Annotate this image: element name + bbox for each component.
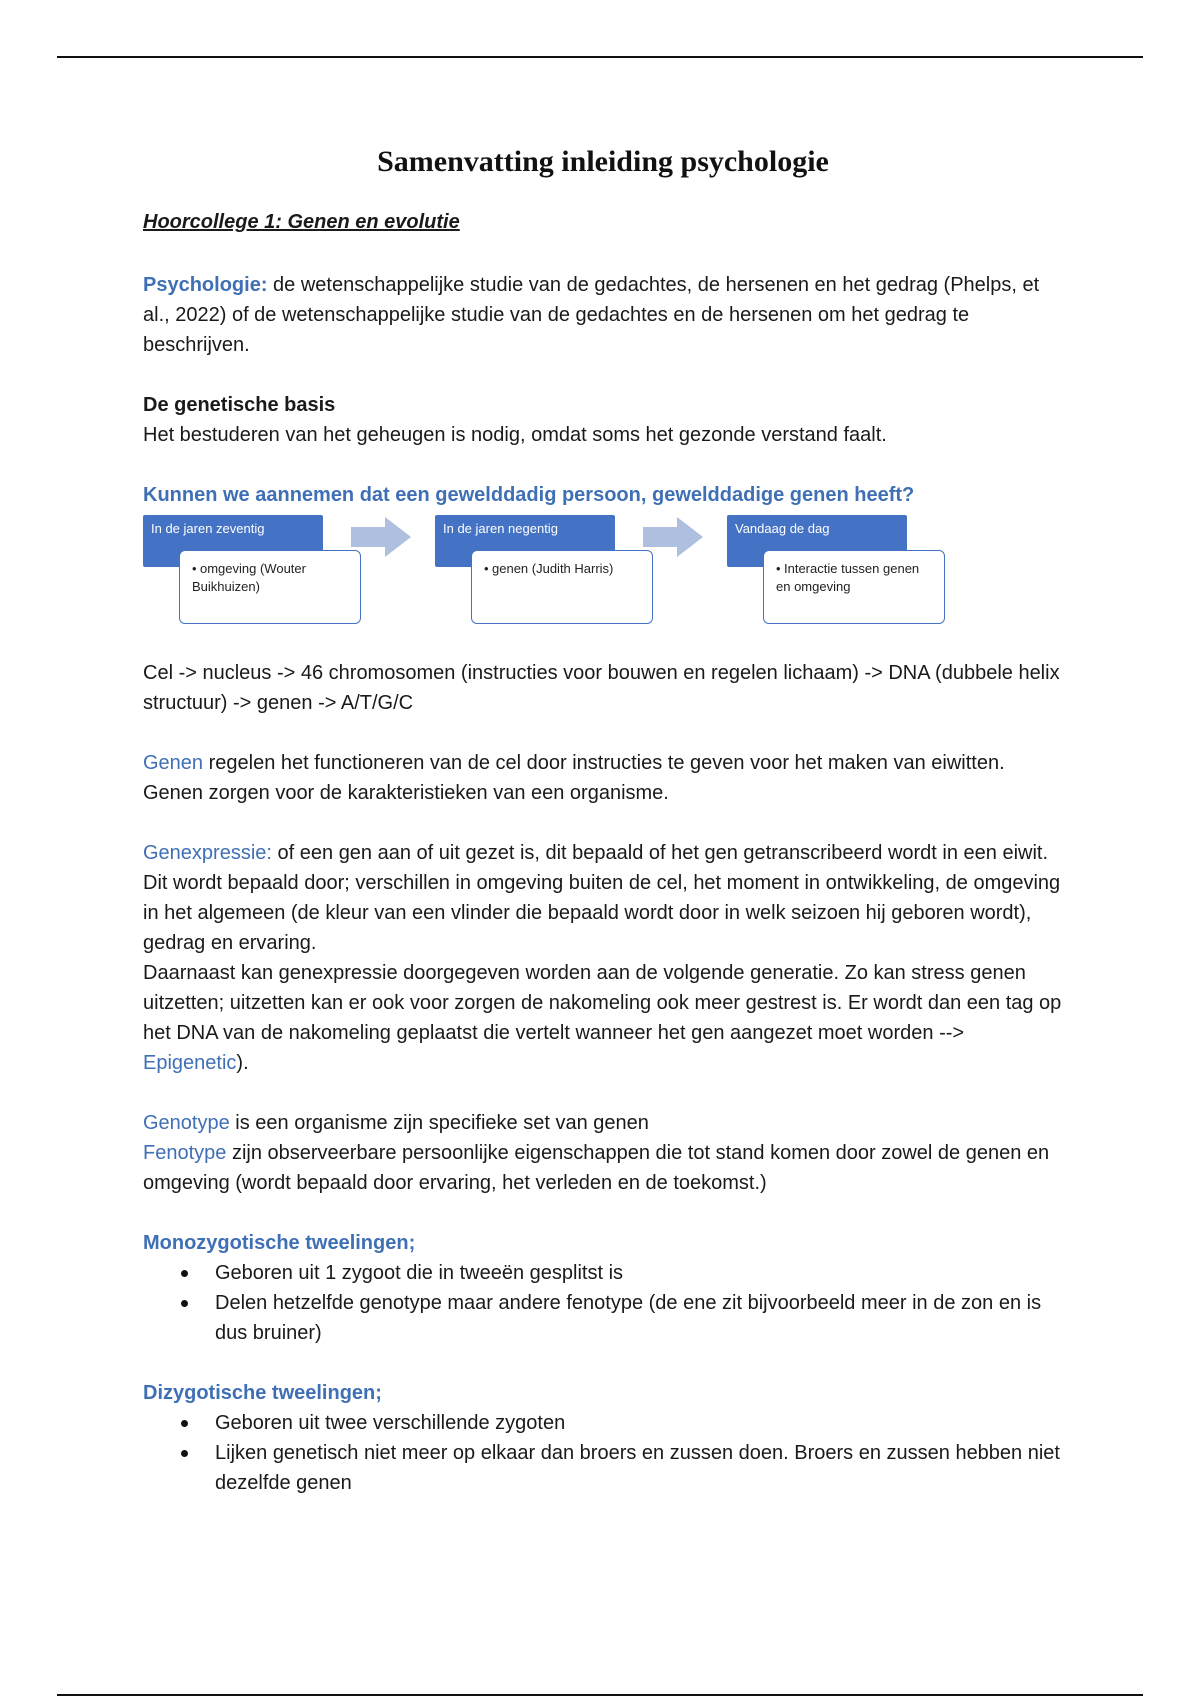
genotype-definition xyxy=(143,1108,1063,1138)
document-title: Samenvatting inleiding psychologie xyxy=(377,145,829,178)
psychologie-term: Psychologie: xyxy=(143,274,268,296)
genetische-basis-heading: De genetische basis xyxy=(143,394,336,416)
genexpressie-definition xyxy=(143,838,1063,958)
genexpressie-text: of een gen aan of uit gezet is, dit bepaald of het gen getranscribeerd wordt in een eiwit. Dit wordt bepaald door; verschillen in omgeving buiten de cel, het moment in ontwikkeling, de omgeving in het algemeen (de kleur van een vlinder die bepaald wordt door in welk seizoen hij geboren wordt), gedrag en ervaring. xyxy=(143,842,1061,954)
genexpressie-end: ). xyxy=(236,1052,249,1074)
arrow-right-icon xyxy=(643,517,703,557)
list-item: Lijken genetisch niet meer op elkaar dan broers en zussen doen. Broers en zussen hebben niet dezelfde genen xyxy=(215,1438,1063,1498)
genen-definition xyxy=(143,748,1063,808)
dizygotisch-heading: Dizygotische tweelingen; xyxy=(143,1382,382,1404)
dizygotisch-section xyxy=(143,1378,1063,1498)
list-item: Delen hetzelfde genotype maar andere fenotype (de ene zit bijvoorbeeld meer in de zon en is dus bruiner) xyxy=(215,1288,1063,1348)
genen-text: regelen het functioneren van de cel door instructies te geven voor het maken van eiwitten. Genen zorgen voor de karakteristieken van een organisme. xyxy=(143,752,1005,804)
timeline-item: • omgeving (Wouter Buikhuizen) xyxy=(179,550,361,624)
timeline-period: In de jaren negentig xyxy=(435,515,615,567)
monozygotisch-section xyxy=(143,1228,1063,1348)
document-page xyxy=(143,140,1063,1498)
timeline-stage xyxy=(727,515,987,625)
monozygotisch-heading: Monozygotische tweelingen; xyxy=(143,1232,416,1254)
genexpressie-paragraph-2 xyxy=(143,958,1063,1078)
timeline-diagram xyxy=(143,515,1063,630)
genetische-basis-section xyxy=(143,390,1063,450)
arrow-right-icon xyxy=(351,517,411,557)
list-item: Geboren uit 1 zygoot die in tweeën gesplitst is xyxy=(215,1258,1063,1288)
genexpressie-text-2: Daarnaast kan genexpressie doorgegeven worden aan de volgende generatie. Zo kan stress genen uitzetten; uitzetten kan er ook voor zorgen de nakomeling ook meer gestrest is. Er wordt dan een tag op het DNA van de nakomeling geplaatst die vertelt wanneer het gen aangezet moet worden --> xyxy=(143,962,1062,1044)
timeline-item: • Interactie tussen genen en omgeving xyxy=(763,550,945,624)
psychologie-text: de wetenschappelijke studie van de gedachtes, de hersenen en het gedrag (Phelps, et al., 2022) of de wetenschappelijke studie van de gedachtes en de hersenen om het gedrag te beschrijven. xyxy=(143,274,1040,356)
epigenetic-term: Epigenetic xyxy=(143,1052,237,1074)
timeline-period: In de jaren zeventig xyxy=(143,515,323,567)
timeline-period: Vandaag de dag xyxy=(727,515,907,567)
fenotype-term: Fenotype xyxy=(143,1142,227,1164)
timeline-item-text: genen (Judith Harris) xyxy=(492,561,614,576)
lecture-heading: Hoorcollege 1: Genen en evolutie xyxy=(143,211,460,233)
timeline-item: • genen (Judith Harris) xyxy=(471,550,653,624)
psychologie-definition xyxy=(143,270,1063,360)
cel-chain-text: Cel -> nucleus -> 46 chromosomen (instructies voor bouwen en regelen lichaam) -> DNA (dubbele helix structuur) -> genen -> A/T/G/C xyxy=(143,662,1060,714)
genotype-term: Genotype xyxy=(143,1112,230,1134)
genen-term: Genen xyxy=(143,752,204,774)
top-rule xyxy=(57,56,1143,58)
dizygotisch-list xyxy=(143,1408,1063,1498)
question-heading: Kunnen we aannemen dat een gewelddadig persoon, gewelddadige genen heeft? xyxy=(143,484,915,506)
bottom-rule xyxy=(57,1694,1143,1696)
timeline-item-text: Interactie tussen genen en omgeving xyxy=(776,561,920,594)
genotype-text: is een organisme zijn specifieke set van genen xyxy=(229,1112,649,1134)
list-item: Geboren uit twee verschillende zygoten xyxy=(215,1408,1063,1438)
genetische-basis-text: Het bestuderen van het geheugen is nodig, omdat soms het gezonde verstand faalt. xyxy=(143,424,887,446)
fenotype-definition xyxy=(143,1138,1063,1198)
timeline-item-text: omgeving (Wouter Buikhuizen) xyxy=(192,561,306,594)
genexpressie-term: Genexpressie: xyxy=(143,842,272,864)
fenotype-text: zijn observeerbare persoonlijke eigenschappen die tot stand komen door zowel de genen en omgeving (wordt bepaald door ervaring, het verleden en de toekomst.) xyxy=(143,1142,1050,1194)
monozygotisch-list xyxy=(143,1258,1063,1348)
